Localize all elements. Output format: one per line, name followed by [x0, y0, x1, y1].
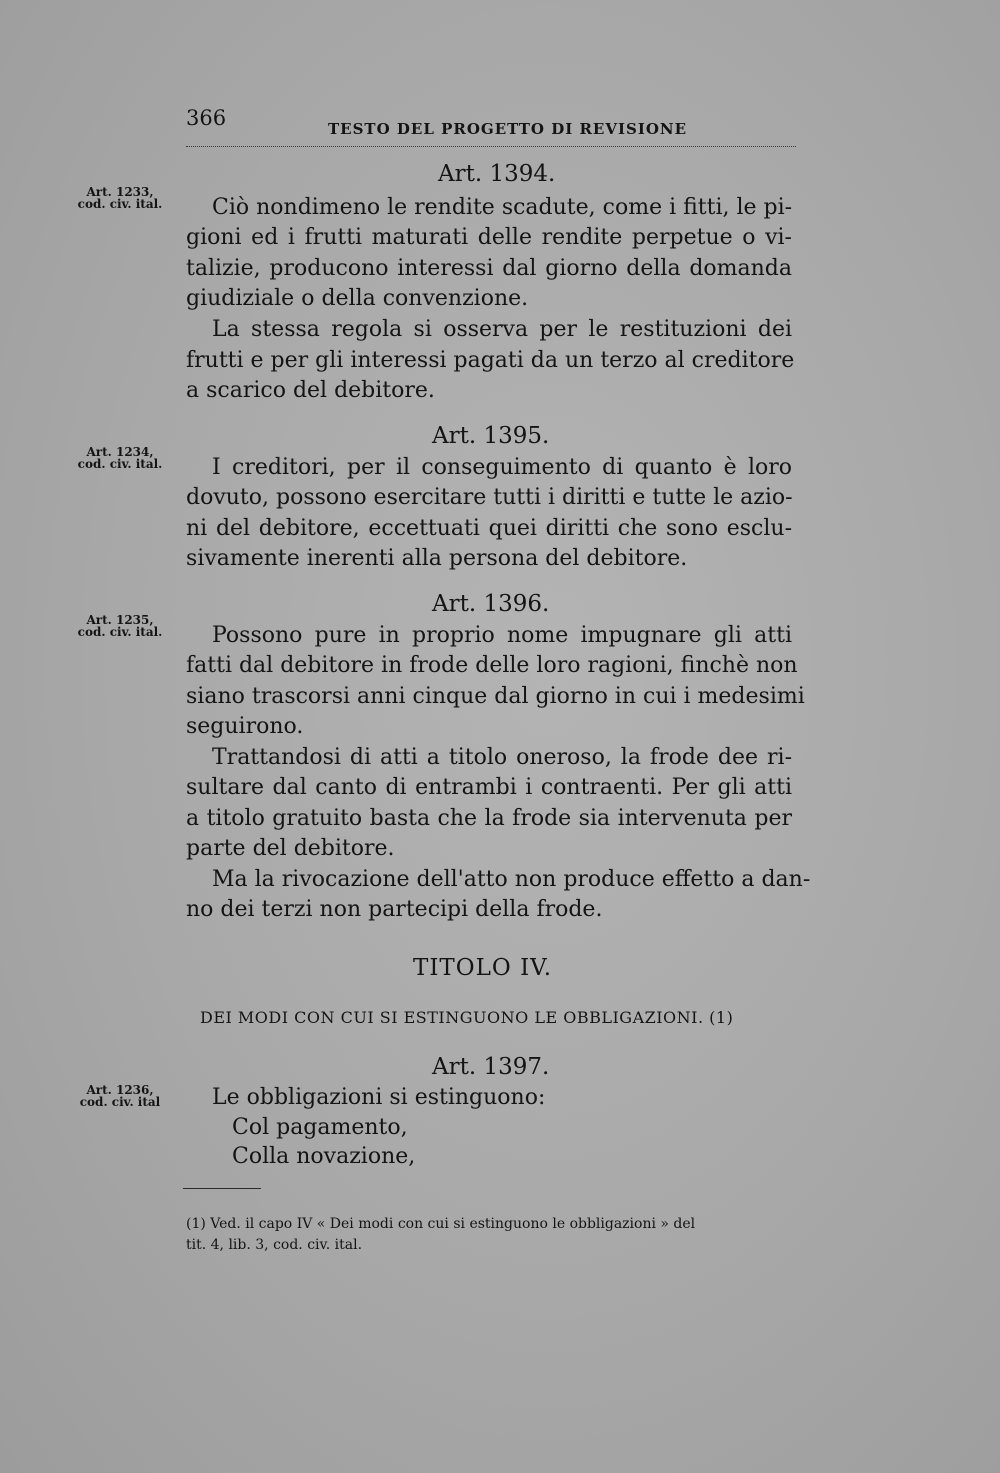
footnote-line: (1) Ved. il capo IV « Dei modi con cui si estinguono le obbligazioni » del	[186, 1216, 696, 1232]
text-line: La stessa regola si osserva per le restituzioni dei	[212, 317, 792, 342]
list-item: Colla novazione,	[232, 1144, 416, 1169]
text-line: giudiziale o della convenzione.	[186, 286, 529, 311]
text-line: no dei terzi non partecipi della frode.	[186, 897, 603, 922]
running-head	[186, 106, 796, 147]
page-number: 366	[186, 106, 227, 130]
margin-note	[62, 186, 178, 210]
article-heading: Art. 1396.	[432, 591, 550, 617]
text-line: fatti dal debitore in frode delle loro ragioni, finchè non	[186, 653, 798, 678]
titolo-subtitle: DEI MODI CON CUI SI ESTINGUONO LE OBBLIGAZIONI. (1)	[200, 1008, 734, 1027]
margin-note-code: cod. civ. ital.	[77, 197, 163, 211]
text-line: frutti e per gli interessi pagati da un terzo al creditore	[186, 348, 795, 373]
margin-note-code: cod. civ. ital.	[77, 457, 163, 471]
footnote-rule	[183, 1188, 261, 1189]
text-line: Le obbligazioni si estinguono:	[212, 1085, 546, 1110]
list-item: Col pagamento,	[232, 1115, 408, 1140]
text-line: Trattandosi di atti a titolo oneroso, la frode dee ri-	[212, 745, 792, 770]
text-line: Ma la rivocazione dell'atto non produce effetto a dan-	[212, 867, 811, 892]
text-line: gioni ed i frutti maturati delle rendite perpetue o vi-	[186, 225, 792, 250]
text-line: a titolo gratuito basta che la frode sia intervenuta per	[186, 806, 792, 831]
margin-note-article: Art. 1236,	[86, 1083, 154, 1097]
margin-note-article: Art. 1233,	[86, 185, 154, 199]
text-line: sivamente inerenti alla persona del debitore.	[186, 546, 688, 571]
margin-note	[62, 614, 178, 638]
text-line: seguirono.	[186, 714, 304, 739]
margin-note-article: Art. 1234,	[86, 445, 154, 459]
margin-note-code: cod. civ. ital	[79, 1095, 161, 1109]
titolo-heading: TITOLO IV.	[413, 955, 553, 981]
margin-note	[62, 446, 178, 470]
margin-note-article: Art. 1235,	[86, 613, 154, 627]
text-line: Possono pure in proprio nome impugnare gli atti	[212, 623, 792, 648]
footnote-line: tit. 4, lib. 3, cod. civ. ital.	[186, 1237, 363, 1253]
text-line: a scarico del debitore.	[186, 378, 435, 403]
text-line: I creditori, per il conseguimento di quanto è loro	[212, 455, 792, 480]
text-line: talizie, producono interessi dal giorno della domanda	[186, 256, 792, 281]
text-line: ni del debitore, eccettuati quei diritti che sono esclu-	[186, 516, 792, 541]
text-line: Ciò nondimeno le rendite scadute, come i fitti, le pi-	[212, 195, 793, 220]
article-heading: Art. 1397.	[432, 1054, 550, 1080]
running-title: TESTO DEL PROGETTO DI REVISIONE	[328, 120, 688, 138]
margin-note-code: cod. civ. ital.	[77, 625, 163, 639]
text-line: sultare dal canto di entrambi i contraenti. Per gli atti	[186, 775, 792, 800]
text-line: parte del debitore.	[186, 836, 395, 861]
text-line: siano trascorsi anni cinque dal giorno in cui i medesimi	[186, 684, 805, 709]
article-heading: Art. 1394.	[438, 161, 556, 187]
margin-note	[62, 1084, 178, 1108]
article-heading: Art. 1395.	[432, 423, 550, 449]
text-line: dovuto, possono esercitare tutti i diritti e tutte le azio-	[186, 485, 793, 510]
